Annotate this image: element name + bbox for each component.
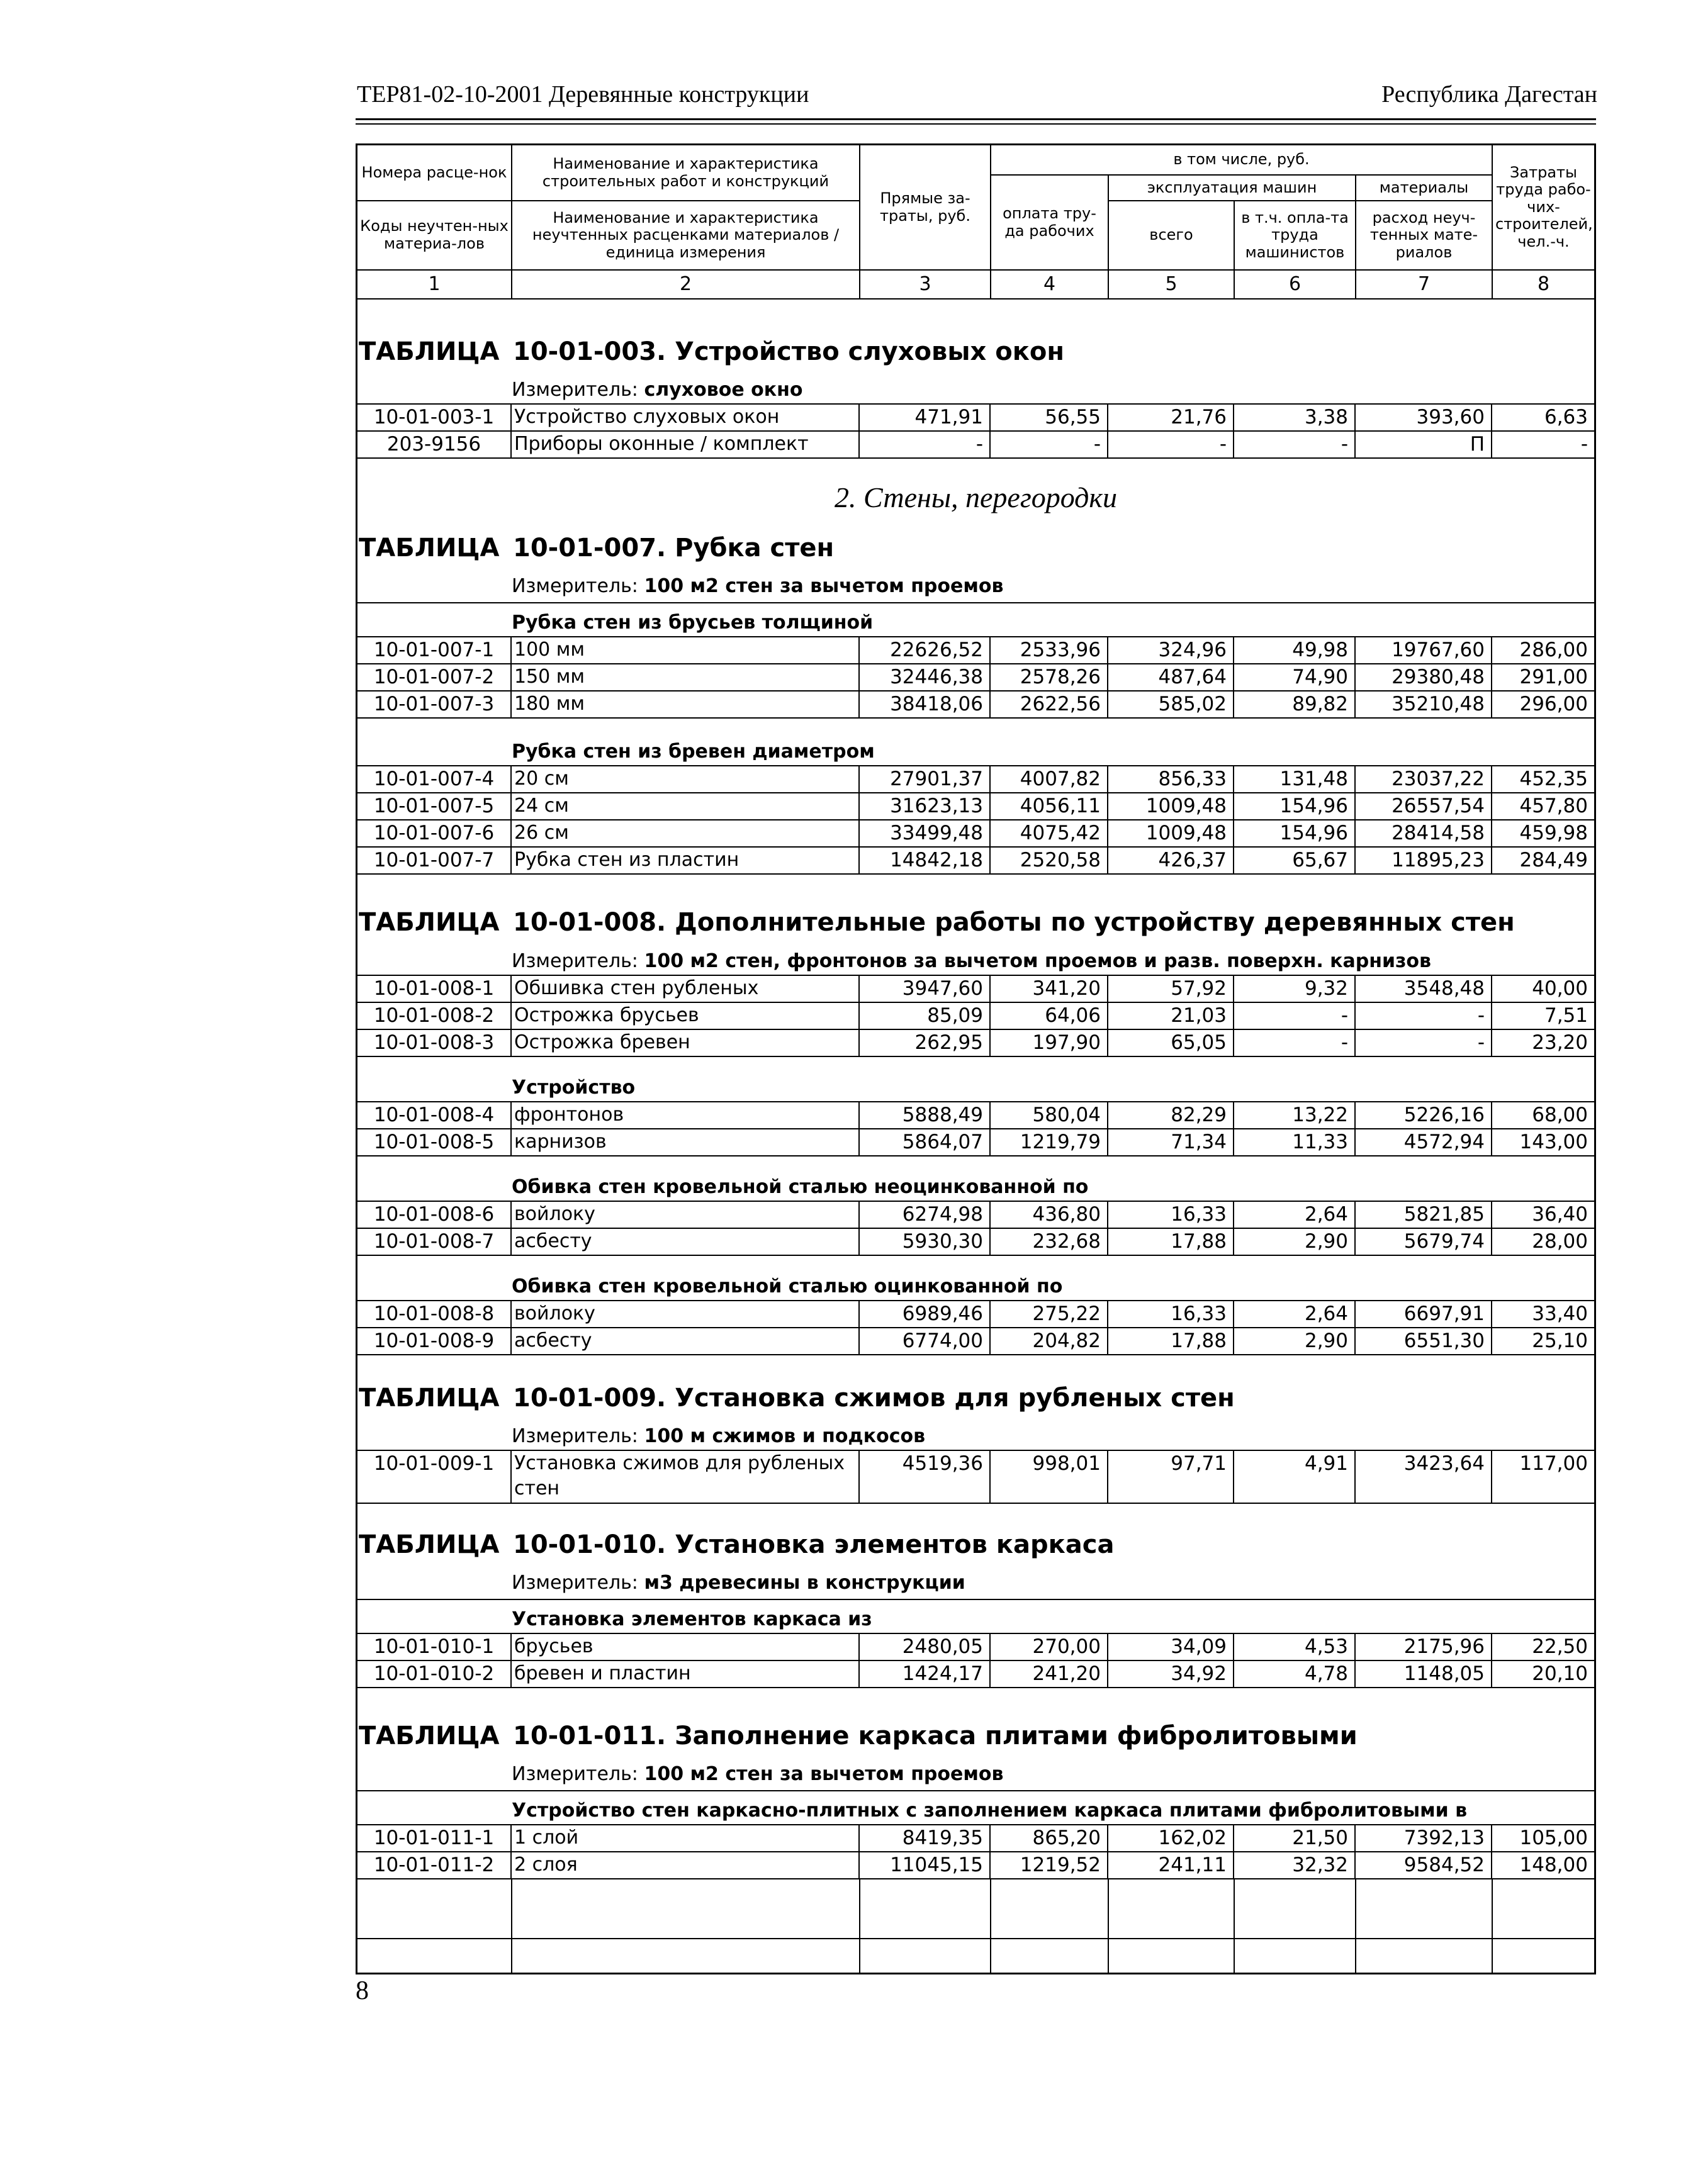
- value-cell: 65,05: [1108, 1030, 1234, 1056]
- value-cell: 487,64: [1108, 664, 1234, 690]
- value-cell: 25,10: [1532, 1330, 1588, 1352]
- table-row: [357, 430, 1594, 459]
- value-cell: 2622,56: [991, 692, 1108, 717]
- column-header: [357, 145, 1594, 300]
- value-cell: 2,64: [1234, 1202, 1356, 1228]
- table-title: 10-01-003. Устройство слуховых окон: [513, 337, 1064, 366]
- value-cell: 459,98: [1519, 822, 1588, 844]
- value-cell: 5821,85: [1356, 1202, 1492, 1228]
- rate-code-cell: 10-01-011-2: [357, 1852, 512, 1878]
- measure-label: Измеритель:: [512, 1425, 638, 1447]
- table-title: 10-01-010. Установка элементов каркаса: [513, 1530, 1115, 1559]
- work-name-cell: 26 см: [512, 820, 860, 846]
- value-cell: 436,80: [991, 1202, 1108, 1228]
- value-cell: 471,91: [860, 405, 991, 430]
- value-cell: 452,35: [1519, 768, 1588, 790]
- header-rule: [356, 123, 1596, 125]
- value-cell: 2533,96: [991, 637, 1108, 663]
- value-cell: -: [1234, 1030, 1356, 1056]
- work-name-cell: Острожка брусьев: [512, 1003, 860, 1029]
- work-name-cell: 150 мм: [512, 664, 860, 690]
- table-row: [357, 1029, 1594, 1057]
- measure-label: Измеритель:: [512, 950, 638, 972]
- table-row: [357, 1002, 1594, 1030]
- rate-code-cell: 10-01-010-1: [357, 1634, 512, 1660]
- rate-code-cell: 203-9156: [357, 432, 512, 457]
- value-cell: 11045,15: [860, 1852, 991, 1878]
- value-cell: 34,92: [1108, 1661, 1234, 1687]
- value-cell: 296,00: [1519, 693, 1588, 715]
- value-cell: 19767,60: [1356, 637, 1492, 663]
- col-machine-total: всего: [1108, 201, 1234, 270]
- value-cell: 143,00: [1519, 1131, 1588, 1153]
- work-name-cell: карнизов: [512, 1129, 860, 1155]
- rate-code-cell: 10-01-007-6: [357, 820, 512, 846]
- divider: [357, 1790, 1594, 1791]
- value-cell: 270,00: [991, 1634, 1108, 1660]
- value-cell: 162,02: [1108, 1825, 1234, 1851]
- value-cell: 865,20: [991, 1825, 1108, 1851]
- value-cell: 2480,05: [860, 1634, 991, 1660]
- value-cell: 7392,13: [1356, 1825, 1492, 1851]
- work-name-cell: 180 мм: [512, 692, 860, 717]
- measure-unit: [512, 1572, 965, 1594]
- value-cell: 4075,42: [991, 820, 1108, 846]
- table-row: [357, 1128, 1594, 1156]
- table-label: ТАБЛИЦА: [359, 534, 500, 563]
- value-cell: 68,00: [1532, 1104, 1588, 1126]
- table-title: 10-01-008. Дополнительные работы по устройству деревянных стен: [513, 908, 1515, 937]
- value-cell: 1424,17: [860, 1661, 991, 1687]
- value-cell: 1009,48: [1108, 793, 1234, 819]
- measure-label: Измеритель:: [512, 379, 638, 401]
- col-material-codes: Коды неучтен-ных материа-лов: [357, 201, 512, 270]
- value-cell: 34,09: [1108, 1634, 1234, 1660]
- value-cell: 97,71: [1108, 1451, 1234, 1503]
- value-cell: 40,00: [1532, 977, 1588, 1000]
- table-row: [357, 1228, 1594, 1256]
- value-cell: 1219,79: [991, 1129, 1108, 1155]
- value-cell: 241,20: [991, 1661, 1108, 1687]
- table-row: [357, 1450, 1594, 1504]
- row-group-title: Установка элементов каркаса из: [512, 1608, 872, 1630]
- value-cell: 2,90: [1234, 1328, 1356, 1354]
- work-name-cell: 2 слоя: [512, 1852, 860, 1878]
- table-heading: [357, 337, 1064, 366]
- value-cell: 3947,60: [860, 976, 991, 1002]
- row-group-title: Обивка стен кровельной сталью неоцинкованной по: [512, 1176, 1089, 1198]
- measure-unit: [512, 1763, 1003, 1785]
- empty-trailing-rows: [357, 1878, 1594, 1974]
- table-row: [357, 1660, 1594, 1688]
- work-name-cell: 1 слой: [512, 1825, 860, 1851]
- value-cell: 28414,58: [1356, 820, 1492, 846]
- value-cell: 7,51: [1544, 1004, 1588, 1027]
- value-cell: 154,96: [1234, 820, 1356, 846]
- value-cell: 65,67: [1234, 848, 1356, 873]
- value-cell: 2578,26: [991, 664, 1108, 690]
- row-group-title: Устройство стен каркасно-плитных с заполнением каркаса плитами фибролитовыми в: [512, 1800, 1468, 1822]
- value-cell: 117,00: [1519, 1452, 1588, 1475]
- running-header-region: Республика Дагестан: [1381, 81, 1597, 108]
- work-name-cell: асбесту: [512, 1328, 860, 1354]
- value-cell: -: [1108, 432, 1234, 457]
- value-cell: 2520,58: [991, 848, 1108, 873]
- value-cell: 33499,48: [860, 820, 991, 846]
- rate-code-cell: 10-01-007-1: [357, 637, 512, 663]
- col-number: 6: [1234, 270, 1356, 299]
- measure-unit: [512, 1425, 925, 1447]
- value-cell: 82,29: [1108, 1102, 1234, 1128]
- rate-code-cell: 10-01-009-1: [357, 1451, 512, 1503]
- value-cell: 5864,07: [860, 1129, 991, 1155]
- measure-value: 100 м2 стен, фронтонов за вычетом проемов и разв. поверхн. карнизов: [644, 950, 1432, 972]
- value-cell: 275,22: [991, 1301, 1108, 1327]
- value-cell: 4,91: [1234, 1451, 1356, 1503]
- value-cell: 585,02: [1108, 692, 1234, 717]
- measure-unit: [512, 950, 1431, 972]
- work-name-cell: брусьев: [512, 1634, 860, 1660]
- value-cell: 11,33: [1234, 1129, 1356, 1155]
- value-cell: 204,82: [991, 1328, 1108, 1354]
- table-label: ТАБЛИЦА: [359, 337, 500, 366]
- rate-code-cell: 10-01-003-1: [357, 405, 512, 430]
- value-cell: 2,90: [1234, 1229, 1356, 1255]
- value-cell: 27901,37: [860, 766, 991, 792]
- value-cell: 1148,05: [1356, 1661, 1492, 1687]
- value-cell: 16,33: [1108, 1301, 1234, 1327]
- rate-code-cell: 10-01-011-1: [357, 1825, 512, 1851]
- rate-code-cell: 10-01-008-9: [357, 1328, 512, 1354]
- value-cell: 262,95: [860, 1030, 991, 1056]
- value-cell: 131,48: [1234, 766, 1356, 792]
- value-cell: 3548,48: [1356, 976, 1492, 1002]
- value-cell: 23037,22: [1356, 766, 1492, 792]
- col-number: 5: [1108, 270, 1234, 299]
- col-number: 4: [991, 270, 1108, 299]
- value-cell: 17,88: [1108, 1229, 1234, 1255]
- value-cell: 9,32: [1234, 976, 1356, 1002]
- table-label: ТАБЛИЦА: [359, 1722, 500, 1750]
- value-cell: 393,60: [1356, 405, 1492, 430]
- measure-label: Измеритель:: [512, 1572, 638, 1594]
- value-cell: 5888,49: [860, 1102, 991, 1128]
- table-row: [357, 663, 1594, 692]
- table-row: [357, 846, 1594, 875]
- row-group-title: Рубка стен из бревен диаметром: [512, 741, 875, 763]
- value-cell: 36,40: [1532, 1203, 1588, 1226]
- value-cell: 16,33: [1108, 1202, 1234, 1228]
- col-including: в том числе, руб.: [991, 145, 1492, 175]
- value-cell: 4572,94: [1356, 1129, 1492, 1155]
- table-title: 10-01-009. Установка сжимов для рубленых стен: [513, 1384, 1235, 1413]
- value-cell: 6,63: [1544, 406, 1588, 428]
- measure-unit: [512, 575, 1003, 597]
- table-heading: [357, 1384, 1235, 1413]
- work-name-cell: Обшивка стен рубленых: [512, 976, 860, 1002]
- value-cell: -: [1234, 1003, 1356, 1029]
- work-name-cell: фронтонов: [512, 1102, 860, 1128]
- table-row: [357, 1851, 1594, 1879]
- col-labor-hours: Затраты труда рабо-чих-строителей, чел.-ч.: [1492, 145, 1594, 270]
- value-cell: 49,98: [1234, 637, 1356, 663]
- value-cell: 23,20: [1532, 1031, 1588, 1054]
- table-row: [357, 792, 1594, 820]
- value-cell: 6774,00: [860, 1328, 991, 1354]
- table-label: ТАБЛИЦА: [359, 908, 500, 937]
- value-cell: 3,38: [1234, 405, 1356, 430]
- value-cell: 6697,91: [1356, 1301, 1492, 1327]
- rate-code-cell: 10-01-010-2: [357, 1661, 512, 1687]
- value-cell: 71,34: [1108, 1129, 1234, 1155]
- value-cell: 148,00: [1519, 1854, 1588, 1876]
- value-cell: 22626,52: [860, 637, 991, 663]
- value-cell: 286,00: [1519, 639, 1588, 661]
- value-cell: 2175,96: [1356, 1634, 1492, 1660]
- value-cell: 29380,48: [1356, 664, 1492, 690]
- value-cell: 1009,48: [1108, 820, 1234, 846]
- value-cell: 56,55: [991, 405, 1108, 430]
- value-cell: 291,00: [1519, 666, 1588, 688]
- value-cell: 4007,82: [991, 766, 1108, 792]
- value-cell: 105,00: [1519, 1827, 1588, 1849]
- rate-code-cell: 10-01-008-4: [357, 1102, 512, 1128]
- value-cell: 26557,54: [1356, 793, 1492, 819]
- value-cell: 17,88: [1108, 1328, 1234, 1354]
- value-cell: 580,04: [991, 1102, 1108, 1128]
- col-material-name: Наименование и характеристика неучтенных расценками материалов / единица измерения: [512, 201, 860, 270]
- value-cell: 21,76: [1108, 405, 1234, 430]
- rate-code-cell: 10-01-008-6: [357, 1202, 512, 1228]
- value-cell: 33,40: [1532, 1302, 1588, 1325]
- rate-code-cell: 10-01-007-4: [357, 766, 512, 792]
- table-heading: [357, 1722, 1358, 1750]
- value-cell: 35210,48: [1356, 692, 1492, 717]
- table-label: ТАБЛИЦА: [359, 1384, 500, 1413]
- table-row: [357, 636, 1594, 664]
- rate-code-cell: 10-01-008-8: [357, 1301, 512, 1327]
- value-cell: 8419,35: [860, 1825, 991, 1851]
- value-cell: 6274,98: [860, 1202, 991, 1228]
- divider: [357, 1599, 1594, 1600]
- work-name-cell: 20 см: [512, 766, 860, 792]
- col-material-usage: расход неуч-тенных мате-риалов: [1356, 201, 1492, 270]
- col-materials: материалы: [1356, 175, 1492, 201]
- col-number: 1: [357, 270, 512, 299]
- value-cell: 998,01: [991, 1451, 1108, 1503]
- work-name-cell: Установка сжимов для рубленых стен: [512, 1451, 860, 1503]
- value-cell: 22,50: [1532, 1635, 1588, 1658]
- work-name-cell: 24 см: [512, 793, 860, 819]
- work-name-cell: войлоку: [512, 1202, 860, 1228]
- value-cell: 154,96: [1234, 793, 1356, 819]
- table-row: [357, 1201, 1594, 1229]
- value-cell: 64,06: [991, 1003, 1108, 1029]
- table-title: 10-01-007. Рубка стен: [513, 534, 835, 563]
- value-cell: 6989,46: [860, 1301, 991, 1327]
- table-row: [357, 403, 1594, 432]
- value-cell: 1219,52: [991, 1852, 1108, 1878]
- col-number: 2: [512, 270, 860, 299]
- rate-code-cell: 10-01-007-5: [357, 793, 512, 819]
- rate-code-cell: 10-01-007-7: [357, 848, 512, 873]
- table-row: [357, 1300, 1594, 1328]
- value-cell: 2,64: [1234, 1301, 1356, 1327]
- value-cell: 341,20: [991, 976, 1108, 1002]
- value-cell: 4,53: [1234, 1634, 1356, 1660]
- work-name-cell: Устройство слуховых окон: [512, 405, 860, 430]
- value-cell: 232,68: [991, 1229, 1108, 1255]
- work-name-cell: асбесту: [512, 1229, 860, 1255]
- measure-value: 100 м2 стен за вычетом проемов: [644, 575, 1004, 597]
- value-cell: -: [860, 432, 991, 457]
- work-name-cell: бревен и пластин: [512, 1661, 860, 1687]
- work-name-cell: 100 мм: [512, 637, 860, 663]
- value-cell: 4,78: [1234, 1661, 1356, 1687]
- value-cell: 3423,64: [1356, 1451, 1492, 1503]
- work-name-cell: Рубка стен из пластин: [512, 848, 860, 873]
- price-table-frame: [356, 143, 1596, 1974]
- value-cell: 324,96: [1108, 637, 1234, 663]
- value-cell: 13,22: [1234, 1102, 1356, 1128]
- value-cell: 284,49: [1519, 849, 1588, 871]
- value-cell: 31623,13: [860, 793, 991, 819]
- value-cell: 89,82: [1234, 692, 1356, 717]
- value-cell: 6551,30: [1356, 1328, 1492, 1354]
- value-cell: 38418,06: [860, 692, 991, 717]
- col-worker-pay: оплата тру-да рабочих: [991, 175, 1108, 270]
- work-name-cell: Острожка бревен: [512, 1030, 860, 1056]
- table-label: ТАБЛИЦА: [359, 1530, 500, 1559]
- section-title: 2. Стены, перегородки: [835, 481, 1117, 513]
- row-group-title: Обивка стен кровельной сталью оцинкованной по: [512, 1275, 1063, 1297]
- col-rate-number: Номера расце-нок: [357, 145, 512, 201]
- header-rule: [356, 118, 1596, 120]
- divider: [357, 602, 1594, 603]
- value-cell: 14842,18: [860, 848, 991, 873]
- value-cell: -: [1356, 1003, 1492, 1029]
- table-row: [357, 975, 1594, 1003]
- rate-code-cell: 10-01-008-5: [357, 1129, 512, 1155]
- running-header-title: ТЕР81-02-10-2001 Деревянные конструкции: [357, 81, 809, 108]
- rate-code-cell: 10-01-008-1: [357, 976, 512, 1002]
- value-cell: 21,03: [1108, 1003, 1234, 1029]
- value-cell: 20,10: [1532, 1662, 1588, 1685]
- measure-unit: [512, 379, 802, 401]
- value-cell: 85,09: [860, 1003, 991, 1029]
- work-name-cell: Приборы оконные / комплект: [512, 432, 860, 457]
- value-cell: 197,90: [991, 1030, 1108, 1056]
- col-direct-costs: Прямые за-траты, руб.: [860, 145, 991, 270]
- value-cell: 4519,36: [860, 1451, 991, 1503]
- rate-code-cell: 10-01-008-3: [357, 1030, 512, 1056]
- table-heading: [357, 1530, 1115, 1559]
- measure-label: Измеритель:: [512, 1763, 638, 1785]
- rate-code-cell: 10-01-008-7: [357, 1229, 512, 1255]
- table-row: [357, 1824, 1594, 1852]
- value-cell: 457,80: [1519, 795, 1588, 817]
- table-row: [357, 1633, 1594, 1661]
- row-group-title: Рубка стен из брусьев толщиной: [512, 612, 874, 634]
- value-cell: 4056,11: [991, 793, 1108, 819]
- value-cell: 57,92: [1108, 976, 1234, 1002]
- table-row: [357, 1101, 1594, 1129]
- measure-label: Измеритель:: [512, 575, 638, 597]
- value-cell: 32,32: [1234, 1852, 1356, 1878]
- measure-value: 100 м2 стен за вычетом проемов: [644, 1763, 1004, 1785]
- table-row: [357, 690, 1594, 719]
- table-heading: [357, 534, 834, 563]
- table-heading: [357, 908, 1515, 937]
- value-cell: 74,90: [1234, 664, 1356, 690]
- value-cell: -: [1234, 432, 1356, 457]
- col-number: 8: [1492, 270, 1594, 299]
- col-number: 7: [1356, 270, 1492, 299]
- table-row: [357, 819, 1594, 848]
- measure-value: м3 древесины в конструкции: [644, 1572, 965, 1594]
- value-cell: -: [1356, 1030, 1492, 1056]
- col-number: 3: [860, 270, 991, 299]
- rate-code-cell: 10-01-007-3: [357, 692, 512, 717]
- value-cell: П: [1356, 432, 1492, 457]
- col-work-name: Наименование и характеристика строительных работ и конструкций: [512, 145, 860, 201]
- value-cell: 32446,38: [860, 664, 991, 690]
- value-cell: 5930,30: [860, 1229, 991, 1255]
- value-cell: 241,11: [1108, 1852, 1234, 1878]
- table-row: [357, 765, 1594, 793]
- value-cell: 9584,52: [1356, 1852, 1492, 1878]
- rate-code-cell: 10-01-008-2: [357, 1003, 512, 1029]
- value-cell: -: [991, 432, 1108, 457]
- value-cell: 28,00: [1532, 1230, 1588, 1253]
- col-machine-operation: эксплуатация машин: [1108, 175, 1356, 201]
- measure-value: 100 м сжимов и подкосов: [644, 1425, 926, 1447]
- value-cell: 5226,16: [1356, 1102, 1492, 1128]
- value-cell: -: [1580, 433, 1588, 456]
- value-cell: 5679,74: [1356, 1229, 1492, 1255]
- table-title: 10-01-011. Заполнение каркаса плитами фибролитовыми: [513, 1722, 1358, 1750]
- value-cell: 856,33: [1108, 766, 1234, 792]
- measure-value: слуховое окно: [644, 379, 803, 401]
- rate-code-cell: 10-01-007-2: [357, 664, 512, 690]
- value-cell: 21,50: [1234, 1825, 1356, 1851]
- col-machinist-pay: в т.ч. опла-та труда машинистов: [1234, 201, 1356, 270]
- page-number: 8: [356, 1976, 369, 2005]
- value-cell: 426,37: [1108, 848, 1234, 873]
- value-cell: 11895,23: [1356, 848, 1492, 873]
- work-name-cell: войлоку: [512, 1301, 860, 1327]
- row-group-title: Устройство: [512, 1077, 636, 1099]
- table-row: [357, 1327, 1594, 1355]
